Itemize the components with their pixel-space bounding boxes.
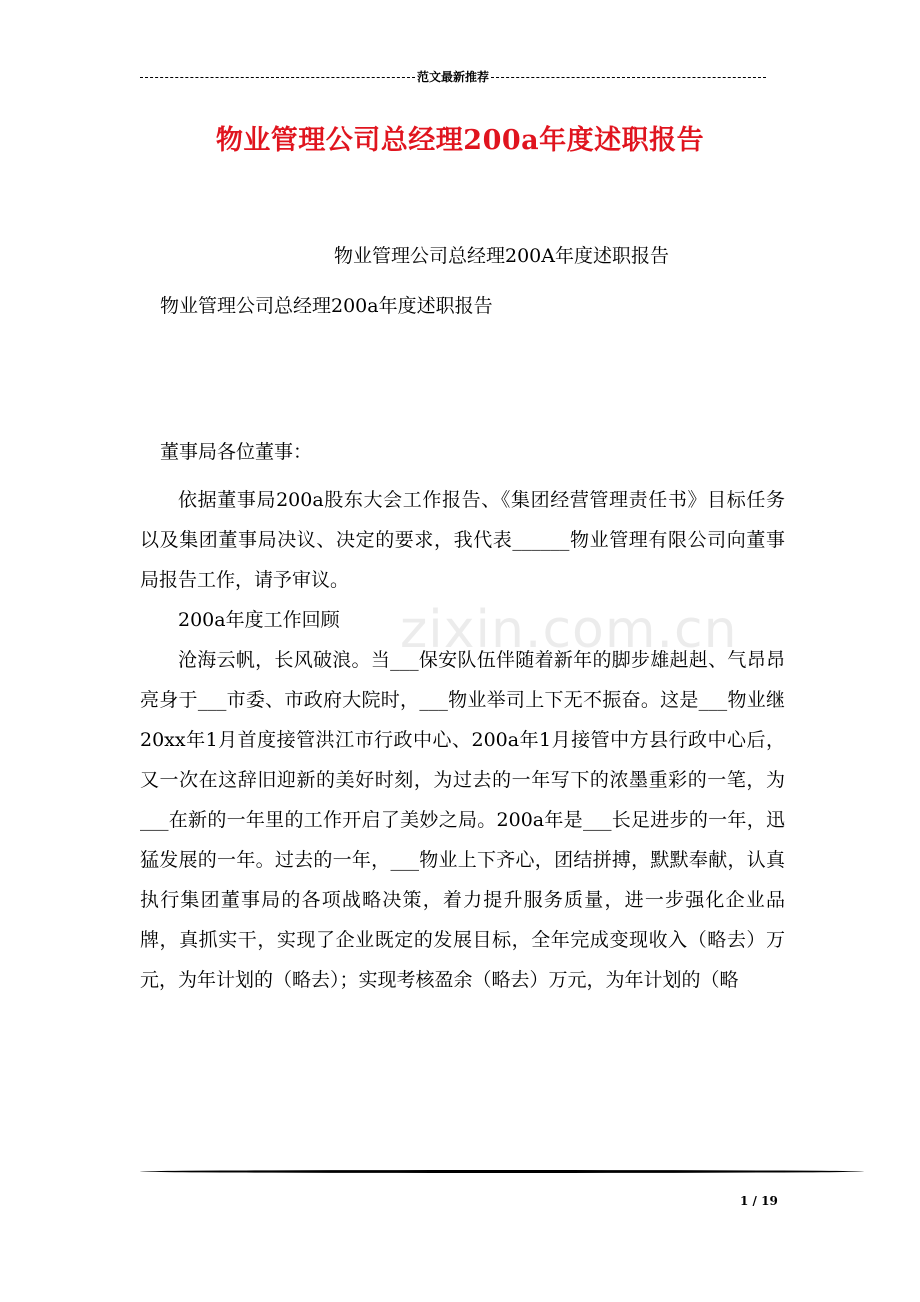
paragraph-section-heading: 200a年度工作回顾 <box>178 609 340 631</box>
paragraph-intro: 依据董事局200a股东大会工作报告、《集团经营管理责任书》目标任务以及集团董事局决议、决定的要求，我代表______物业管理有限公司向董事局报告工作，请予审议。 <box>140 489 785 591</box>
paragraph-review: 沧海云帆，长风破浪。当___保安队伍伴随着新年的脚步雄赳赳、气昂昂亮身于___市委、市政府大院时，___物业举司上下无不振奋。这是___物业继20xx年1月首度接管洪江市行政中心、200a年1月接管中方县行政中心后，又一次在这辞旧迎新的美好时刻，为过去的一年写下的浓墨重彩的一笔，为___在新的一年里的工作开启了美妙之局。200a年是___长足进步的一年，迅猛发展的一年。过去的一年，___物业上下齐心，团结拼搏，默默奉献，认真执行集团董事局的各项战略决策，着力提升服务质量，进一步强化企业品牌，真抓实干，实现了企业既定的发展目标，全年完成变现收入（略去）万元，为年计划的（略去）；实现考核盈余（略去）万元，为年计划的（略 <box>140 649 785 991</box>
salutation: 董事局各位董事： <box>160 441 313 463</box>
header-dash-left <box>140 77 415 78</box>
header-label: 范文最新推荐 <box>417 69 490 84</box>
body-text <box>140 480 785 1000</box>
page-header <box>140 68 766 84</box>
watermark: zixin.com.cn <box>400 600 738 660</box>
header-dash-right <box>491 77 766 78</box>
document-title: 物业管理公司总经理200a年度述职报告 <box>215 125 705 156</box>
subtitle-centered: 物业管理公司总经理200A年度述职报告 <box>334 245 669 267</box>
footer-rule <box>140 1170 864 1173</box>
subtitle-left: 物业管理公司总经理200a年度述职报告 <box>160 295 493 317</box>
page-number: 1 / 19 <box>740 1194 778 1208</box>
